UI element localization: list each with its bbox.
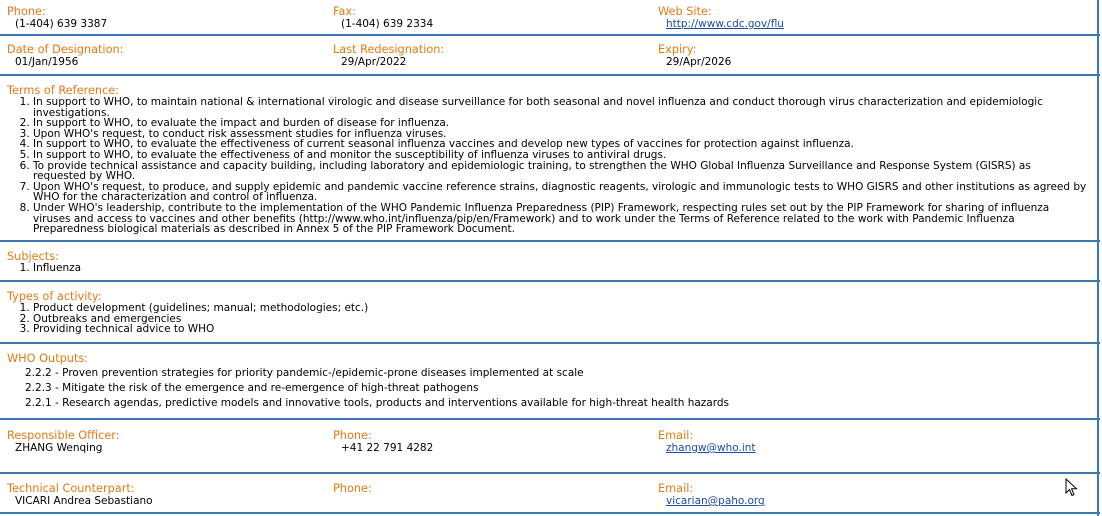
activities-label: Types of activity:: [7, 290, 102, 303]
dates-row: [0, 36, 1100, 76]
mouse-pointer-icon: [1065, 478, 1079, 501]
terms-item-8: 8. Under WHO's leadership, contribute to the implementation of the WHO Pandemic Influenza Preparedness (PIP) Framework, respecting rules set out by the PIP Framework for sharing of influenza viruses and access to vaccines and other benefits (http://www.who.int/influenza/pip/en/Framework) and to work under the Terms of Reference related to the work with Pandemic Influenza Preparedness biological materials as described in Annex 5 of the PIP Framework Document.: [33, 203, 1087, 235]
activities-item-2: 2. Outbreaks and emergencies: [33, 314, 368, 325]
officer-name-field: [7, 429, 120, 454]
designation-value: 01/Jan/1956: [15, 56, 79, 68]
subjects-section: [7, 250, 81, 274]
fax-value: (1-404) 639 2334: [341, 18, 434, 30]
output-item: 2.2.3 - Mitigate the risk of the emergence and re-emergence of high-threat pathogens: [25, 382, 479, 394]
activities-section: [7, 290, 368, 335]
terms-item-5: 5. In support to WHO, to evaluate the effectiveness of and monitor the susceptibility of influenza viruses to antiviral drugs.: [33, 150, 1087, 161]
counterpart-email-link[interactable]: vicarian@paho.org: [666, 495, 765, 507]
terms-item-4: 4. In support to WHO, to evaluate the effectiveness of current seasonal influenza vaccines and develop new types of vaccines for protection against influenza.: [33, 139, 1087, 150]
officer-row: [0, 420, 1100, 474]
redesignation-value: 29/Apr/2022: [341, 56, 407, 68]
subjects-list: [7, 263, 81, 274]
terms-label: Terms of Reference:: [7, 84, 120, 97]
expiry-field: [658, 43, 731, 68]
phone-label: Phone:: [7, 5, 46, 18]
website-link[interactable]: http://www.cdc.gov/flu: [666, 18, 784, 30]
officer-email-link[interactable]: zhangw@who.int: [666, 442, 756, 454]
fax-field: [333, 5, 433, 30]
website-field: [658, 5, 784, 30]
redesignation-label: Last Redesignation:: [333, 43, 445, 56]
subjects-row: [0, 242, 1100, 282]
terms-row: [0, 76, 1100, 242]
phone-field: [7, 5, 107, 30]
phone-value: (1-404) 639 3387: [15, 18, 108, 30]
officer-name: ZHANG Wenqing: [15, 442, 103, 454]
terms-item-2: 2. In support to WHO, to evaluate the impact and burden of disease for influenza.: [33, 118, 1087, 129]
terms-item-6: 6. To provide technical assistance and capacity building, including laboratory and epidemiologic training, to strengthen the WHO Global Influenza Surveillance and Response System (GISRS) as requested by WHO.: [33, 161, 1087, 182]
activities-row: [0, 282, 1100, 344]
terms-item-7: 7. Upon WHO's request, to produce, and supply epidemic and pandemic vaccine reference strains, diagnostic reagents, virologic and immunologic tests to WHO GISRS and other institutions as agreed by WHO for the characterization and control of influenza.: [33, 182, 1087, 203]
terms-list: [7, 97, 1087, 235]
counterpart-row: [0, 474, 1100, 514]
officer-phone: +41 22 791 4282: [341, 442, 434, 454]
officer-label: Responsible Officer:: [7, 429, 120, 442]
designation-label: Date of Designation:: [7, 43, 124, 56]
counterpart-phone-field: [333, 482, 372, 495]
output-item: 2.2.2 - Proven prevention strategies for priority pandemic-/epidemic-prone diseases implemented at scale: [25, 367, 584, 379]
website-label: Web Site:: [658, 5, 712, 18]
subjects-item-1: 1. Influenza: [33, 263, 81, 274]
outputs-label: WHO Outputs:: [7, 352, 89, 365]
officer-email-field: [658, 429, 756, 454]
output-item: 2.2.1 - Research agendas, predictive models and innovative tools, products and interventions available for high-threat health hazards: [25, 397, 729, 409]
subjects-label: Subjects:: [7, 250, 59, 263]
officer-email-label: Email:: [658, 429, 694, 442]
counterpart-email-label: Email:: [658, 482, 694, 495]
counterpart-label: Technical Counterpart:: [7, 482, 135, 495]
counterpart-phone-label: Phone:: [333, 482, 372, 495]
expiry-value: 29/Apr/2026: [666, 56, 732, 68]
contact-row: [0, 0, 1100, 36]
counterpart-email-field: [658, 482, 765, 507]
terms-section: [7, 84, 1087, 235]
terms-item-3: 3. Upon WHO's request, to conduct risk assessment studies for influenza viruses.: [33, 129, 1087, 140]
officer-phone-field: [333, 429, 433, 454]
redesignation-field: [333, 43, 444, 68]
counterpart-name: VICARI Andrea Sebastiano: [15, 495, 153, 507]
activities-list: [7, 303, 368, 335]
activities-item-1: 1. Product development (guidelines; manual; methodologies; etc.): [33, 303, 368, 314]
officer-phone-label: Phone:: [333, 429, 372, 442]
designation-field: [7, 43, 123, 68]
terms-item-1: 1. In support to WHO, to maintain national & international virologic and disease surveillance for both seasonal and novel influenza and conduct thorough virus characterization and epidemiologic investigations.: [33, 97, 1087, 118]
outputs-section: [7, 352, 729, 411]
fax-label: Fax:: [333, 5, 356, 18]
outputs-row: [0, 344, 1100, 420]
activities-item-3: 3. Providing technical advice to WHO: [33, 324, 368, 335]
expiry-label: Expiry:: [658, 43, 697, 56]
counterpart-name-field: [7, 482, 153, 507]
